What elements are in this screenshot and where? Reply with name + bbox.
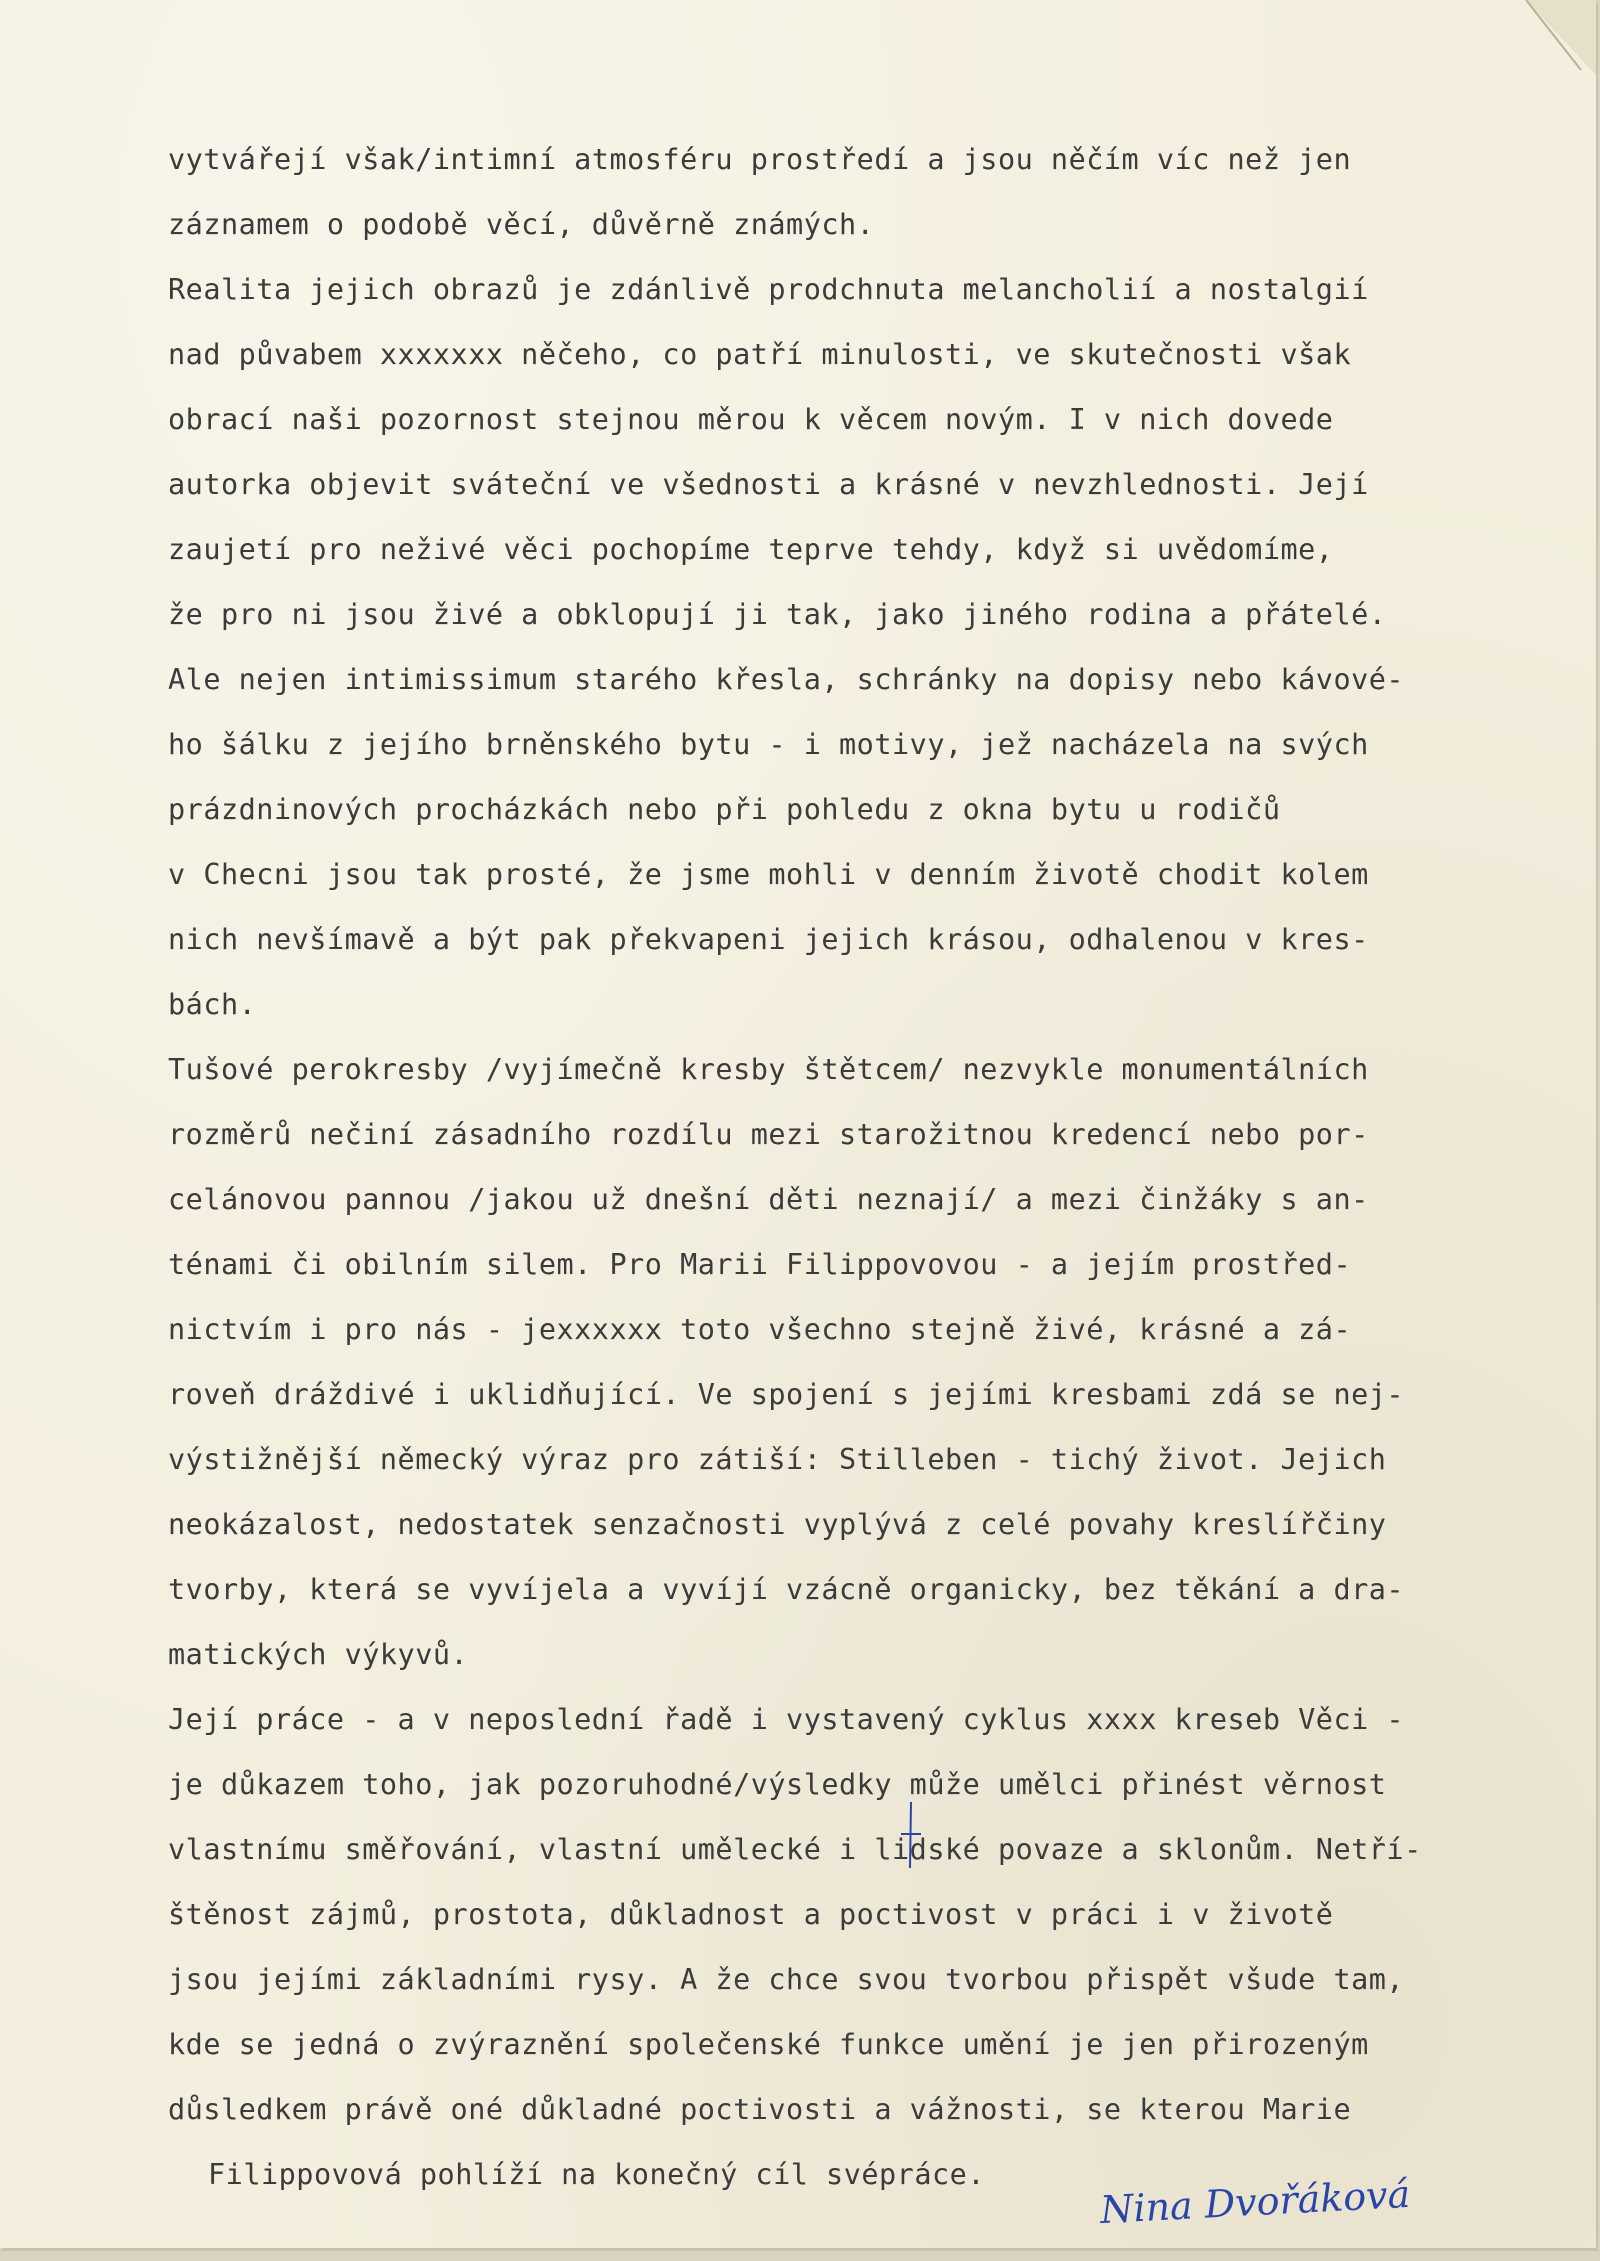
text-line: vytvářejí však/intimní atmosféru prostředí a jsou něčím víc než jen bbox=[168, 143, 1352, 176]
text-line: nictvím i pro nás - jexxxxxx toto všechno stejně živé, krásné a zá- bbox=[168, 1313, 1352, 1346]
text-line: nich nevšímavě a být pak překvapeni jejich krásou, odhalenou v kres- bbox=[168, 923, 1369, 956]
text-line: obrací naši pozornost stejnou měrou k věcem novým. I v nich dovede bbox=[168, 403, 1334, 436]
signature-text: Nina Dvořáková bbox=[1099, 2171, 1412, 2233]
text-line: Tušové perokresby /vyjímečně kresby štětcem/ nezvykle monumentálních bbox=[168, 1053, 1369, 1086]
text-line: prázdninových procházkách nebo při pohledu z okna bytu u rodičů bbox=[168, 793, 1281, 826]
text-line: výstižnější německý výraz pro zátiší: Stilleben - tichý život. Jejich bbox=[168, 1443, 1387, 1476]
handwritten-signature bbox=[1100, 2172, 1500, 2242]
text-line: tvorby, která se vyvíjela a vyvíjí vzácně organicky, bez těkání a dra- bbox=[168, 1573, 1405, 1606]
text-line: kde se jedná o zvýraznění společenské funkce umění je jen přirozeným bbox=[168, 2028, 1369, 2061]
text-line: záznamem o podobě věcí, důvěrně známých. bbox=[168, 208, 875, 241]
text-line: autorka objevit sváteční ve všednosti a krásné v nevzhlednosti. Její bbox=[168, 468, 1369, 501]
text-line: štěnost zájmů, prostota, důkladnost a poctivost v práci i v životě bbox=[168, 1898, 1334, 1931]
text-line: zaujetí pro neživé věci pochopíme teprve tehdy, když si uvědomíme, bbox=[168, 533, 1334, 566]
text-line: nad půvabem xxxxxxx něčeho, co patří minulosti, ve skutečnosti však bbox=[168, 338, 1352, 371]
text-line: ho šálku z jejího brněnského bytu - i motivy, jež nacházela na svých bbox=[168, 728, 1369, 761]
text-line: matických výkyvů. bbox=[168, 1638, 469, 1671]
text-line: Filippovová pohlíží na konečný cíl svépráce. bbox=[208, 2158, 985, 2191]
text-line: bách. bbox=[168, 988, 257, 1021]
text-line: je důkazem toho, jak pozoruhodné/výsledky může umělci přinést věrnost bbox=[168, 1768, 1387, 1801]
typed-text-block bbox=[168, 140, 1548, 2220]
correction-mark bbox=[896, 1800, 926, 1870]
text-line: ténami či obilním silem. Pro Marii Filippovovou - a jejím prostřed- bbox=[168, 1248, 1352, 1281]
text-line: neokázalost, nedostatek senzačnosti vyplývá z celé povahy kreslířčiny bbox=[168, 1508, 1387, 1541]
text-line: Ale nejen intimissimum starého křesla, schránky na dopisy nebo kávové- bbox=[168, 663, 1405, 696]
text-line: Realita jejich obrazů je zdánlivě prodchnuta melancholií a nostalgií bbox=[168, 273, 1369, 306]
text-line: rozměrů nečiní zásadního rozdílu mezi starožitnou kredencí nebo por- bbox=[168, 1118, 1369, 1151]
text-line: vlastnímu směřování, vlastní umělecké i lidské povaze a sklonům. Netří- bbox=[168, 1833, 1422, 1866]
text-line: v Checni jsou tak prosté, že jsme mohli v denním životě chodit kolem bbox=[168, 858, 1369, 891]
text-line: roveň dráždivé i uklidňující. Ve spojení s jejími kresbami zdá se nej- bbox=[168, 1378, 1405, 1411]
text-line: že pro ni jsou živé a obklopují ji tak, jako jiného rodina a přátelé. bbox=[168, 598, 1387, 631]
text-line: jsou jejími základními rysy. A že chce svou tvorbou přispět všude tam, bbox=[168, 1963, 1405, 1996]
text-line: celánovou pannou /jakou už dnešní děti neznají/ a mezi činžáky s an- bbox=[168, 1183, 1369, 1216]
text-line: důsledkem právě oné důkladné poctivosti a vážnosti, se kterou Marie bbox=[168, 2093, 1352, 2126]
text-line: Její práce - a v neposlední řadě i vystavený cyklus xxxx kreseb Věci - bbox=[168, 1703, 1405, 1736]
